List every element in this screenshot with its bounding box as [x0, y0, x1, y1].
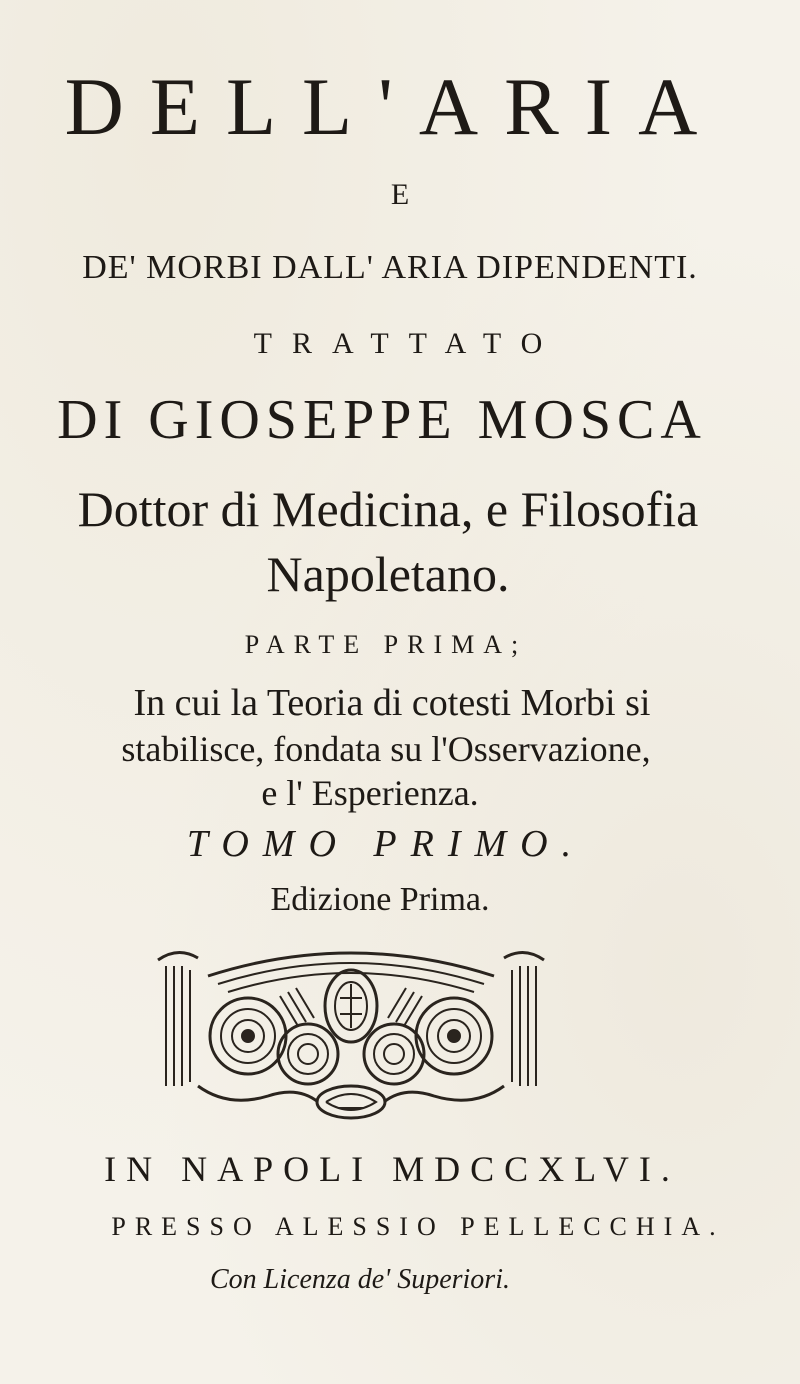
description-line-1: In cui la Teoria di cotesti Morbi si — [133, 682, 651, 724]
edition-label: Edizione Prima. — [270, 881, 490, 918]
printers-ornament-icon — [148, 936, 554, 1124]
author-name: DI GIOSEPPE MOSCA — [57, 389, 707, 451]
book-subtitle: DE' MORBI DALL' ARIA DIPENDENTI. — [82, 249, 698, 286]
genre-label: TRATTATO — [253, 327, 563, 360]
description-line-2: stabilisce, fondata su l'Osservazione, — [121, 729, 651, 769]
imprint-place-date: IN NAPOLI MDCCXLVI. — [104, 1149, 680, 1189]
description-line-3: e l' Esperienza. — [261, 773, 479, 813]
volume-label: TOMO PRIMO. — [186, 823, 586, 865]
publisher-line: PRESSO ALESSIO PELLECCHIA. — [111, 1212, 725, 1241]
author-degree-line-1: Dottor di Medicina, e Filosofia — [77, 481, 699, 537]
part-label: PARTE PRIMA; — [244, 630, 528, 659]
book-title: DELL'ARIA — [64, 61, 724, 152]
license-line: Con Licenza de' Superiori. — [210, 1264, 510, 1295]
author-degree-line-2: Napoletano. — [266, 546, 510, 602]
title-conjunction: E — [390, 178, 410, 211]
